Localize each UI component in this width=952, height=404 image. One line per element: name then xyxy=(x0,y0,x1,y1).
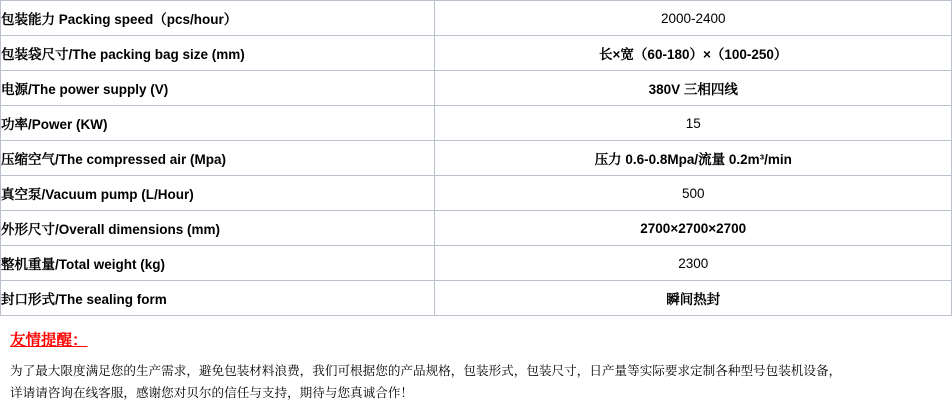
table-row xyxy=(1,36,952,71)
notice-title: 友情提醒： xyxy=(10,332,88,349)
spec-value: 压力 0.6-0.8Mpa/流量 0.2m³/min xyxy=(435,141,952,176)
table-row xyxy=(1,106,952,141)
notice-line: 详请请咨询在线客服，感谢您对贝尔的信任与支持，期待与您真诚合作！ xyxy=(10,386,413,400)
spec-label: 封口形式/The sealing form xyxy=(1,281,435,316)
spec-label: 包装能力 Packing speed（pcs/hour） xyxy=(1,1,435,36)
notice-line: 为了最大限度满足您的生产需求，避免包装材料浪费，我们可根据您的产品规格，包装形式，包装尺寸，日产量等实际要求定制各种型号包装机设备， xyxy=(10,364,842,378)
spec-value: 2700×2700×2700 xyxy=(435,211,952,246)
spec-value: 2300 xyxy=(435,246,952,281)
spec-value: 500 xyxy=(435,176,952,211)
spec-value: 瞬间热封 xyxy=(435,281,952,316)
spec-label: 包装袋尺寸/The packing bag size (mm) xyxy=(1,36,435,71)
spec-label: 电源/The power supply (V) xyxy=(1,71,435,106)
table-row xyxy=(1,71,952,106)
spec-label: 整机重量/Total weight (kg) xyxy=(1,246,435,281)
table-row xyxy=(1,211,952,246)
spec-value: 长×宽（60-180）×（100-250） xyxy=(435,36,952,71)
table-row xyxy=(1,176,952,211)
spec-label: 真空泵/Vacuum pump (L/Hour) xyxy=(1,176,435,211)
table-row xyxy=(1,1,952,36)
spec-label: 外形尺寸/Overall dimensions (mm) xyxy=(1,211,435,246)
notice-section xyxy=(0,316,952,404)
spec-value: 15 xyxy=(435,106,952,141)
spec-value: 380V 三相四线 xyxy=(435,71,952,106)
spec-label: 压缩空气/The compressed air (Mpa) xyxy=(1,141,435,176)
spec-value: 2000-2400 xyxy=(435,1,952,36)
spec-label: 功率/Power (KW) xyxy=(1,106,435,141)
table-row xyxy=(1,281,952,316)
table-row xyxy=(1,141,952,176)
table-body xyxy=(1,1,952,316)
table-row xyxy=(1,246,952,281)
